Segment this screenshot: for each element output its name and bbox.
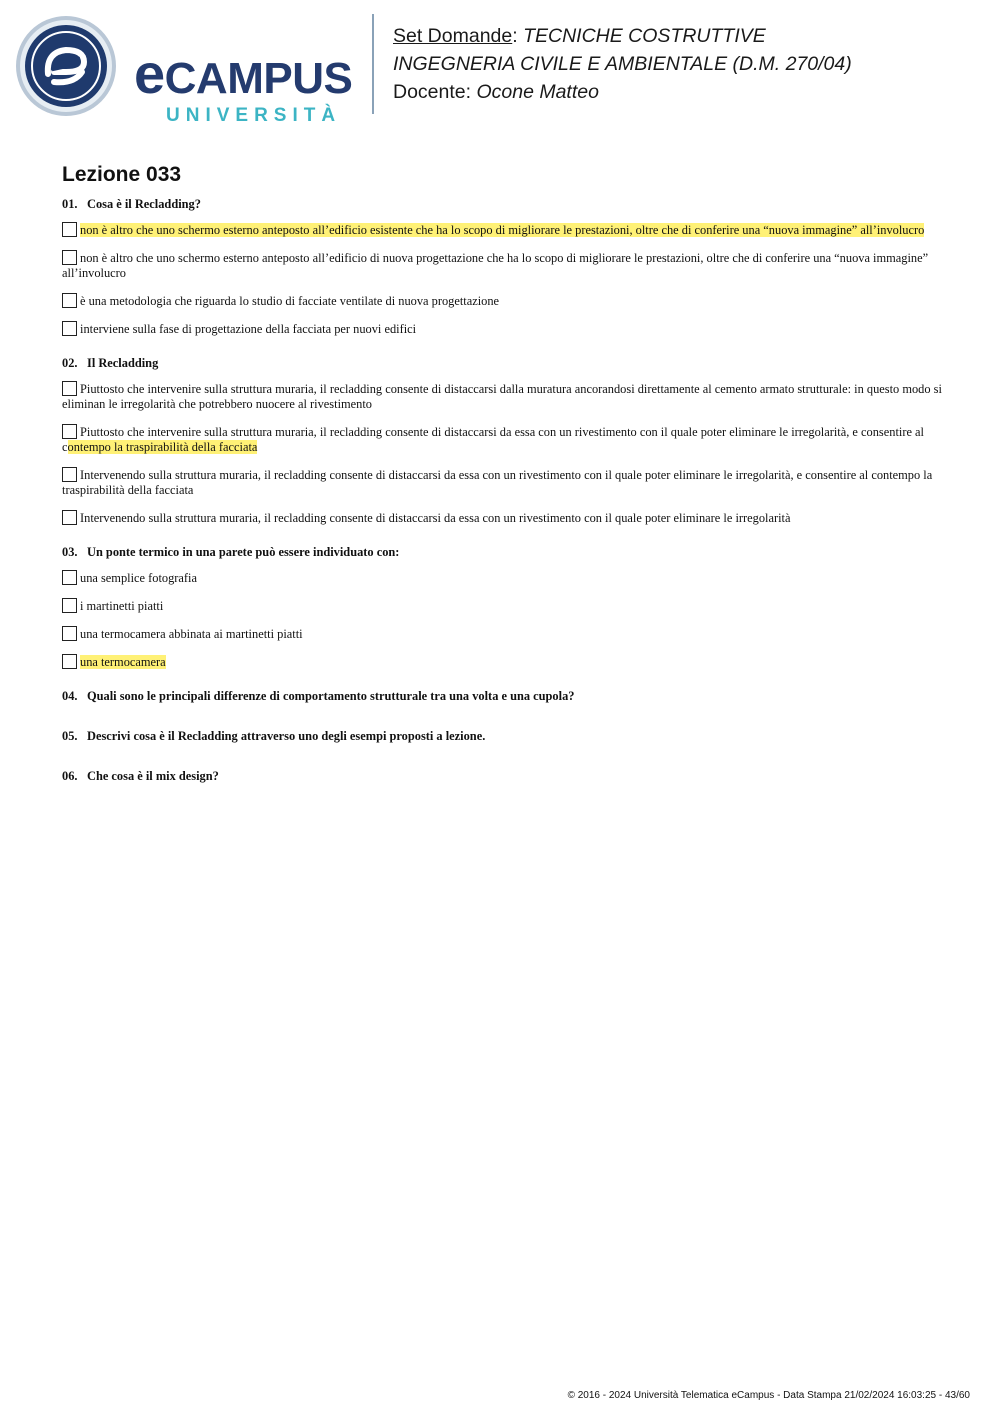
question-02: [62, 355, 942, 526]
answer-option: [62, 626, 942, 642]
answer-checkbox[interactable]: [62, 321, 77, 336]
header-divider: [372, 14, 374, 114]
ecampus-logo: [14, 14, 359, 126]
lesson-title: Lezione 033: [62, 163, 182, 186]
option-text: interviene sulla fase di progettazione della facciata per nuovi edifici: [80, 322, 417, 336]
question-text: Un ponte termico in una parete può essere individuato con:: [87, 545, 400, 559]
lesson-content: [62, 162, 942, 808]
option-text: i martinetti piatti: [80, 599, 164, 613]
question-06: [62, 768, 942, 784]
question-text: Il Recladding: [87, 356, 159, 370]
answer-checkbox[interactable]: [62, 510, 77, 525]
page-header: [0, 0, 1000, 130]
ecampus-wordmark: [134, 42, 353, 127]
wordmark-campus: CAMPUS: [164, 54, 353, 103]
answer-option: [62, 222, 942, 238]
option-text: una semplice fotografia: [80, 571, 197, 585]
question-text: Descrivi cosa è il Recladding attraverso uno degli esempi proposti a lezione.: [87, 729, 486, 743]
set-label: Set Domande: [393, 25, 513, 47]
question-text: Quali sono le principali differenze di comportamento strutturale tra una volta e una cupola?: [87, 689, 575, 703]
set-info: [393, 22, 852, 106]
question-title: [62, 196, 942, 212]
question-number: 05.: [62, 729, 78, 743]
question-number: 03.: [62, 545, 78, 559]
question-number: 01.: [62, 197, 78, 211]
answer-option: [62, 654, 942, 670]
question-05: [62, 728, 942, 744]
question-title: [62, 355, 942, 371]
question-title: [62, 544, 942, 560]
answer-checkbox[interactable]: [62, 424, 77, 439]
answer-option: [62, 424, 942, 455]
answer-checkbox[interactable]: [62, 250, 77, 265]
ecampus-seal-icon: [14, 14, 118, 118]
option-highlighted-text: ontempo la traspirabilità della facciata: [67, 440, 258, 454]
wordmark-universita: UNIVERSITÀ: [166, 105, 342, 126]
option-text: non è altro che uno schermo esterno anteposto all’edificio di nuova progettazione che ha lo scopo di migliorare le prestazioni, oltre che di conferire una “nuova immagine” all’involucro: [62, 251, 929, 280]
answer-option: [62, 570, 942, 586]
wordmark-e: e: [134, 42, 165, 105]
question-number: 06.: [62, 769, 78, 783]
answer-checkbox[interactable]: [62, 654, 77, 669]
option-highlighted-text: una termocamera: [80, 655, 166, 669]
answer-checkbox[interactable]: [62, 626, 77, 641]
question-04: [62, 688, 942, 704]
option-highlighted-text: non è altro che uno schermo esterno anteposto all’edificio esistente che ha lo scopo di migliorare le prestazioni, oltre che di conferire una “nuova immagine” all’involucro: [80, 223, 925, 237]
answer-checkbox[interactable]: [62, 467, 77, 482]
option-text: una termocamera abbinata ai martinetti piatti: [80, 627, 303, 641]
question-number: 04.: [62, 689, 78, 703]
answer-checkbox[interactable]: [62, 570, 77, 585]
option-text: Intervenendo sulla struttura muraria, il recladding consente di distaccarsi da essa con un rivestimento con il quale poter eliminare le irregolarità: [80, 511, 791, 525]
question-03: [62, 544, 942, 670]
question-number: 02.: [62, 356, 78, 370]
answer-option: [62, 250, 942, 281]
question-01: [62, 196, 942, 337]
answer-option: [62, 467, 942, 498]
page-footer: © 2016 - 2024 Università Telematica eCampus - Data Stampa 21/02/2024 16:03:25 - 43/60: [567, 1390, 970, 1401]
set-title-line1: TECNICHE COSTRUTTIVE: [523, 25, 766, 47]
option-text: Piuttosto che intervenire sulla struttura muraria, il recladding consente di distaccarsi da essa con un rivestimento con il quale poter eliminare le irregolarità, e consentire al c: [62, 425, 924, 454]
question-text: Che cosa è il mix design?: [87, 769, 219, 783]
teacher-name: Ocone Matteo: [476, 81, 599, 103]
set-colon: :: [512, 25, 524, 47]
question-text: Cosa è il Recladding?: [87, 197, 201, 211]
answer-checkbox[interactable]: [62, 381, 77, 396]
option-text: è una metodologia che riguarda lo studio di facciate ventilate di nuova progettazione: [80, 294, 500, 308]
answer-option: [62, 598, 942, 614]
option-text: Intervenendo sulla struttura muraria, il recladding consente di distaccarsi da essa con un rivestimento con il quale poter eliminare le irregolarità, e consentire al contempo la traspirabilità della facciata: [62, 468, 933, 497]
teacher-label: Docente:: [393, 81, 477, 103]
answer-option: [62, 381, 942, 412]
set-title-line2: INGEGNERIA CIVILE E AMBIENTALE (D.M. 270/04): [393, 53, 852, 75]
answer-checkbox[interactable]: [62, 222, 77, 237]
answer-option: [62, 293, 942, 309]
option-text: Piuttosto che intervenire sulla struttura muraria, il recladding consente di distaccarsi dalla muratura ancorandosi direttamente al cemento armato strutturale: in questo modo si eliminan le irregolarità che potrebbero nuocere al rivestimento: [62, 382, 942, 411]
answer-option: [62, 321, 942, 337]
answer-option: [62, 510, 942, 526]
answer-checkbox[interactable]: [62, 293, 77, 308]
answer-checkbox[interactable]: [62, 598, 77, 613]
